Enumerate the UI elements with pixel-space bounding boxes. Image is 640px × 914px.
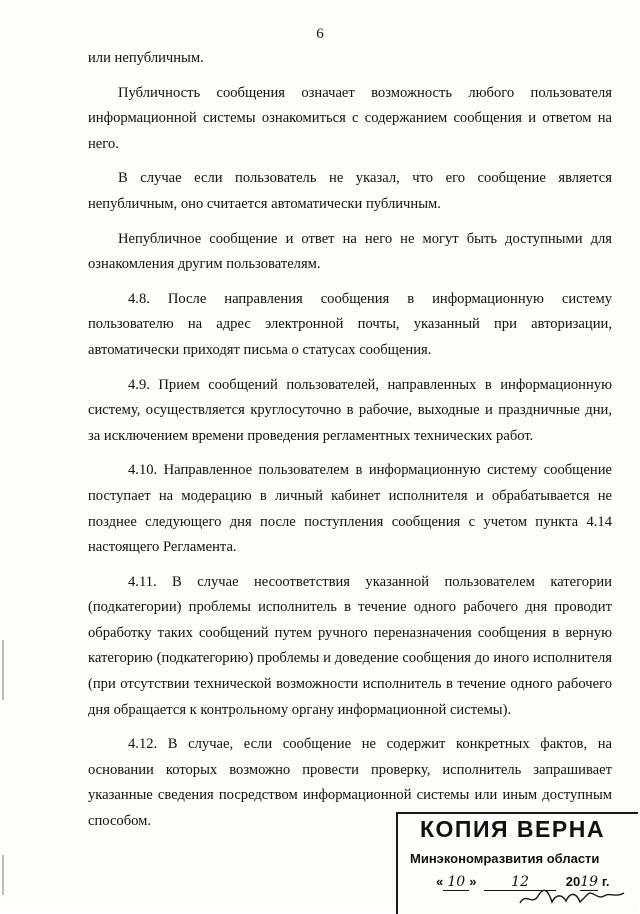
paragraph-default-public: В случае если пользователь не указал, что его сообщение является непубличным, оно считается автоматически публичным.: [88, 170, 612, 212]
handwritten-signature-icon: [518, 888, 628, 908]
paragraph-4-10: 4.10. Направленное пользователем в информационную систему сообщение поступает на модерацию в личный кабинет исполнителя и обрабатывается не позднее следующего дня после поступления сообщения с учетом пункта 4.14 настоящего Регламента.: [88, 462, 612, 556]
stamp-title: КОПИЯ ВЕРНА: [420, 816, 605, 842]
paragraph-4-12: 4.12. В случае, если сообщение не содержит конкретных фактов, на основании которых возможно провести проверку, исполнитель запрашивает указанные сведения посредством информационной системы или иным доступным способом.: [88, 736, 612, 830]
paragraph-4-11: 4.11. В случае несоответствия указанной пользователем категории (подкатегории) проблемы исполнитель в течение одного рабочего дня проводит обработку таких сообщений путем ручного переназначения сообщения в верную категорию (подкатегорию) проблемы и доведение сообщения до иного исполнителя (при отсутствии технической возможности исполнитель в течение одного рабочего дня обращается к контрольному органу информационной системы).: [88, 573, 612, 718]
paragraph-nonpublic: Непубличное сообщение и ответ на него не могут быть доступными для ознакомления другим пользователям.: [88, 230, 612, 273]
paragraph-4-8: 4.8. После направления сообщения в информационную систему пользователю на адрес электронной почты, указанный при авторизации, автоматически приходят письма о статусах сообщения.: [88, 290, 612, 358]
document-body: [88, 46, 612, 835]
stamp-date-close-quote: »: [469, 874, 477, 889]
scan-margin-mark: [2, 855, 4, 895]
page-number: 6: [316, 26, 324, 42]
stamp-date-year-mark: г.: [601, 874, 610, 889]
stamp-date-day: 10: [443, 874, 469, 891]
scan-margin-mark: [2, 640, 4, 700]
stamp-date-year-suffix: 19: [580, 874, 599, 890]
stamp-organization: Минэкономразвития области: [410, 851, 600, 866]
stamp-date-year-prefix: 20: [565, 874, 581, 889]
paragraph-4-9: 4.9. Прием сообщений пользователей, направленных в информационную систему, осуществляется круглосуточно в рабочие, выходные и праздничные дни, за исключением времени проведения регламентных технических работ.: [88, 376, 612, 444]
paragraph-continuation: или непубличным.: [88, 50, 204, 66]
paragraph-publicity: Публичность сообщения означает возможность любого пользователя информационной системы ознакомиться с содержанием сообщения и ответом на него.: [88, 84, 612, 152]
stamp-date-month: 12: [484, 874, 556, 891]
stamp-date-open-quote: «: [436, 874, 444, 889]
